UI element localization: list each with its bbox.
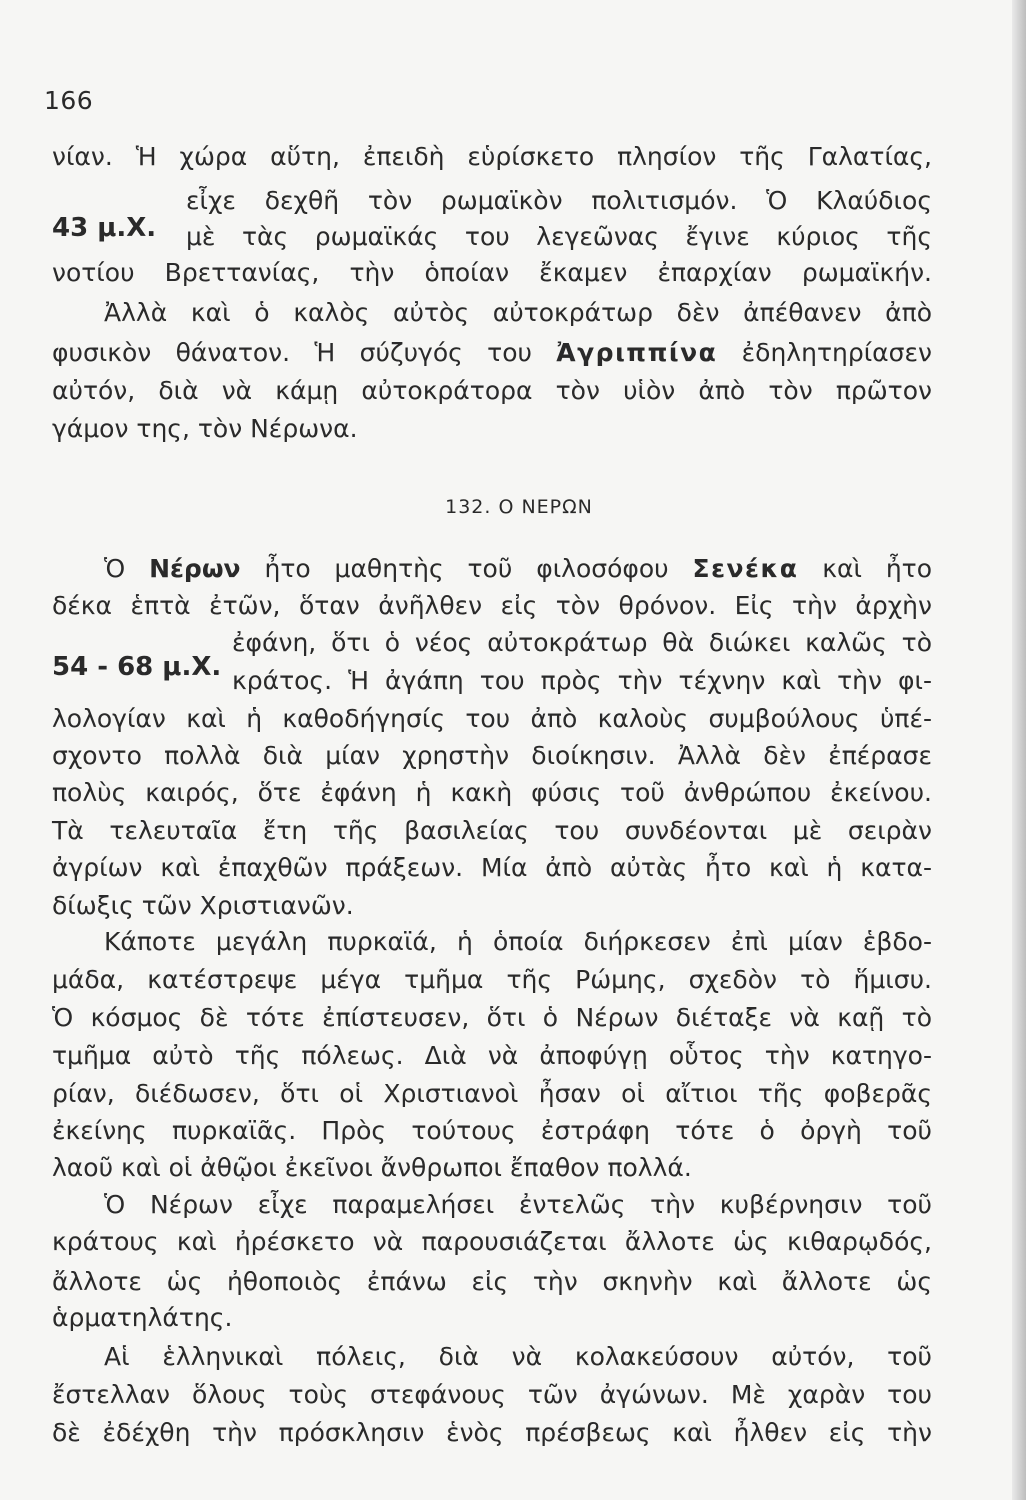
para3-line3: ἐφάνη, ὅτι ὁ νέος αὐτοκράτωρ θὰ διώκει καλῶς τὸ xyxy=(232,628,932,657)
para3-line2: δέκα ἑπτὰ ἐτῶν, ὅταν ἀνῆλθεν εἰς τὸν θρόνον. Εἰς τὴν ἀρχὴν xyxy=(52,591,932,620)
para3-line1-c: ἦτο μαθητὴς τοῦ φιλοσόφου xyxy=(240,554,693,583)
neron-name: Νέρων xyxy=(149,554,241,583)
page-number: 166 xyxy=(44,86,94,115)
para1-line4: νοτίου Βρεττανίας, τὴν ὁποίαν ἔκαμεν ἐπαρχίαν ρωμαϊκήν. xyxy=(52,258,932,287)
para3-line1-e: καὶ ἦτο xyxy=(798,554,933,583)
para3-line1-a: Ὁ xyxy=(104,554,150,583)
para2-line3: αὐτόν, διὰ νὰ κάμῃ αὐτοκράτορα τὸν υἱὸν ἀπὸ τὸν πρῶτον xyxy=(52,376,932,405)
para6-line3: δὲ ἐδέχθη τὴν πρόσκλησιν ἑνὸς πρέσβεως καὶ ἦλθεν εἰς τὴν xyxy=(52,1418,932,1447)
page-edge-shadow xyxy=(1012,0,1026,1500)
para3-line10: δίωξις τῶν Χριστιανῶν. xyxy=(52,891,354,920)
para6-line1: Αἱ ἑλληνικαὶ πόλεις, διὰ νὰ κολακεύσουν αὐτόν, τοῦ xyxy=(104,1342,932,1371)
para4-line3: Ὁ κόσμος δὲ τότε ἐπίστευσεν, ὅτι ὁ Νέρων διέταξε νὰ καῇ τὸ xyxy=(52,1003,932,1032)
para3-line6: σχοντο πολλὰ διὰ μίαν χρηστὴν διοίκησιν. Ἀλλὰ δὲν ἐπέρασε xyxy=(52,741,932,770)
para3-line7: πολὺς καιρός, ὅτε ἐφάνη ἡ κακὴ φύσις τοῦ ἀνθρώπου ἐκείνου. xyxy=(52,778,932,807)
para4-line7: λαοῦ καὶ οἱ ἀθῷοι ἐκεῖνοι ἄνθρωποι ἔπαθον πολλά. xyxy=(52,1153,692,1182)
para1-line1: νίαν. Ἡ χώρα αὕτη, ἐπειδὴ εὑρίσκετο πλησίον τῆς Γαλατίας, xyxy=(52,142,932,171)
para5-line4: ἁρματηλάτης. xyxy=(52,1303,233,1332)
para2-line2 xyxy=(52,336,932,370)
para4-line5: ρίαν, διέδωσεν, ὅτι οἱ Χριστιανοὶ ἦσαν οἱ αἴτιοι τῆς φοβερᾶς xyxy=(52,1079,932,1108)
para6-line2: ἔστελλαν ὅλους τοὺς στεφάνους τῶν ἀγώνων. Μὲ χαρὰν του xyxy=(52,1380,932,1409)
para1-line2: εἶχε δεχθῆ τὸν ρωμαϊκὸν πολιτισμόν. Ὁ Κλαύδιος xyxy=(186,186,932,215)
margin-date-54-68: 54 - 68 μ.Χ. xyxy=(52,652,222,682)
margin-date-43: 43 μ.Χ. xyxy=(52,213,157,243)
para4-line6: ἐκείνης πυρκαϊᾶς. Πρὸς τούτους ἐστράφη τότε ὁ ὀργὴ τοῦ xyxy=(52,1116,932,1145)
para4-line4: τμῆμα αὐτὸ τῆς πόλεως. Διὰ νὰ ἀποφύγῃ οὗτος τὴν κατηγο- xyxy=(52,1041,932,1070)
para5-line1: Ὁ Νέρων εἶχε παραμελήσει ἐντελῶς τὴν κυβέρνησιν τοῦ xyxy=(104,1190,932,1219)
para3-line4: κράτος. Ἡ ἀγάπη του πρὸς τὴν τέχνην καὶ τὴν φι- xyxy=(232,666,932,695)
para4-line1: Κάποτε μεγάλη πυρκαϊά, ἡ ὁποία διήρκεσεν ἐπὶ μίαν ἑβδο- xyxy=(104,927,932,956)
para2-line2-a: φυσικὸν θάνατον. Ἡ σύζυγός του xyxy=(52,338,557,367)
seneca-name: Σενέκα xyxy=(692,554,799,583)
para5-line2: κράτους καὶ ἠρέσκετο νὰ παρουσιάζεται ἄλλοτε ὡς κιθαρῳδός, xyxy=(52,1227,932,1256)
para2-line1: Ἀλλὰ καὶ ὁ καλὸς αὐτὸς αὐτοκράτωρ δὲν ἀπέθανεν ἀπὸ xyxy=(104,298,932,327)
para3-line5: λολογίαν καὶ ἡ καθοδήγησίς του ἀπὸ καλοὺς συμβούλους ὑπέ- xyxy=(52,704,932,733)
para3-line9: ἀγρίων καὶ ἐπαχθῶν πράξεων. Μία ἀπὸ αὐτὰς ἦτο καὶ ἡ κατα- xyxy=(52,853,932,882)
para4-line2: μάδα, κατέστρεψε μέγα τμῆμα τῆς Ρώμης, σχεδὸν τὸ ἥμισυ. xyxy=(52,965,932,994)
agrippina-name: Ἀγριππίνα xyxy=(556,338,718,367)
section-title: 132. Ο ΝΕΡΩΝ xyxy=(445,496,593,518)
para3-line8: Τὰ τελευταῖα ἔτη τῆς βασιλείας του συνδέονται μὲ σειρὰν xyxy=(52,816,932,845)
para5-line3: ἄλλοτε ὡς ἠθοποιὸς ἐπάνω εἰς τὴν σκηνὴν καὶ ἄλλοτε ὡς xyxy=(52,1267,932,1296)
para2-line2-c: ἐδηλητηρίασεν xyxy=(717,338,932,367)
para1-line3: μὲ τὰς ρωμαϊκάς του λεγεῶνας ἔγινε κύριος τῆς xyxy=(186,222,932,251)
para3-line1 xyxy=(104,552,932,586)
para2-line4: γάμον της, τὸν Νέρωνα. xyxy=(52,414,358,443)
